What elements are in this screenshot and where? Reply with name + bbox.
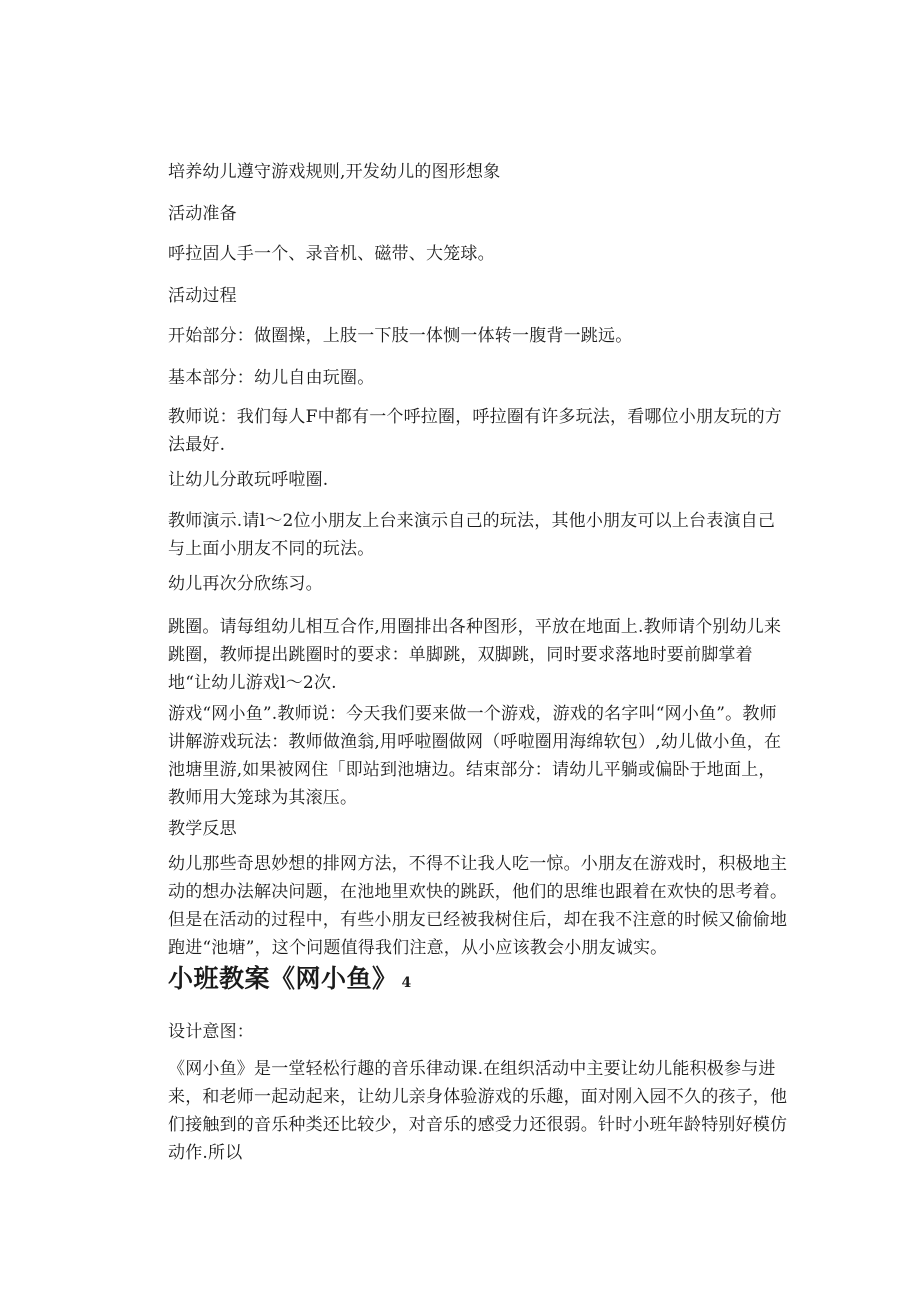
heading-number: 4 — [401, 975, 412, 991]
paragraph-design-intent: 《网小鱼》是一堂轻松行趣的音乐律动课.在组织活动中主要让幼儿能积极参与进来，和老师一起动起来，让幼儿亲身体验游戏的乐趣，面对刚入园不久的孩子，他们接触到的音乐种类还比较少，对音乐的感受力还很弱。针时小班年龄特别好模仿动作.所以 — [168, 1059, 788, 1163]
paragraph-teacher-says: 教师说：我们每人F中都有一个呼拉圈，呼拉圈有许多玩法，看哪位小朋友玩的方法最好. — [168, 407, 782, 455]
paragraph-reflection: 幼儿那些奇思妙想的排网方法，不得不让我人吃一惊。小朋友在游戏时，积极地主动的想办法解决问题，在池地里欢快的跳跃，他们的思维也跟着在欢快的思考着。但是在活动的过程中，有些小朋友已经被我树住后，却在我不注意的时候又偷偷地跑进“池塘”，这个问题值得我们注意，从小应该教会小朋友诚实。 — [168, 854, 788, 958]
heading-title: 小班教案《网小鱼》 — [168, 964, 398, 993]
paragraph-reflection-title: 教学反思 — [168, 819, 237, 839]
paragraph-process-title: 活动过程 — [168, 286, 237, 306]
paragraph-practice: 幼儿再次分欣练习。 — [168, 574, 323, 594]
paragraph-jump: 跳圈。请每组幼儿相互合作,用圈排出各种图形，平放在地面上.教师请个别幼儿来跳圈，教师提出跳圈时的要求：单脚跳，双脚跳，同时要求落地时要前脚掌着地“让幼儿游戏l～2次. — [168, 617, 782, 693]
paragraph-prep-title: 活动准备 — [168, 204, 237, 224]
paragraph-goal: 培养幼儿遵守游戏规则,开发幼儿的图形想象 — [168, 162, 501, 182]
paragraph-start: 开始部分：做圈操，上肢一下肢一体恻一体转一腹背一跳远。 — [168, 326, 633, 346]
paragraph-design-intent-title: 设计意图： — [168, 1022, 254, 1042]
paragraph-game: 游戏“网小鱼”.教师说：今天我们要来做一个游戏，游戏的名字叫“网小鱼”。教师讲解游戏玩法：教师做渔翁,用呼啦圈做网（呼啦圈用海绵软包）,幼儿做小鱼，在池塘里游,如果被网住「即站到池塘边。结束部分：请幼儿平躺或偏卧于地面上，教师用大笼球为其滚压。 — [168, 704, 782, 808]
section-heading — [168, 962, 412, 1000]
paragraph-prep-items: 呼拉固人手一个、录音机、磁带、大笼球。 — [168, 244, 495, 264]
paragraph-basic: 基本部分：幼儿自由玩圈。 — [168, 368, 375, 388]
paragraph-demo: 教师演示.请l～2位小朋友上台来演示自己的玩法，其他小朋友可以上台表演自己与上面小朋友不同的玩法。 — [168, 511, 776, 559]
paragraph-group-play: 让幼儿分敢玩呼啦圈. — [168, 470, 329, 490]
